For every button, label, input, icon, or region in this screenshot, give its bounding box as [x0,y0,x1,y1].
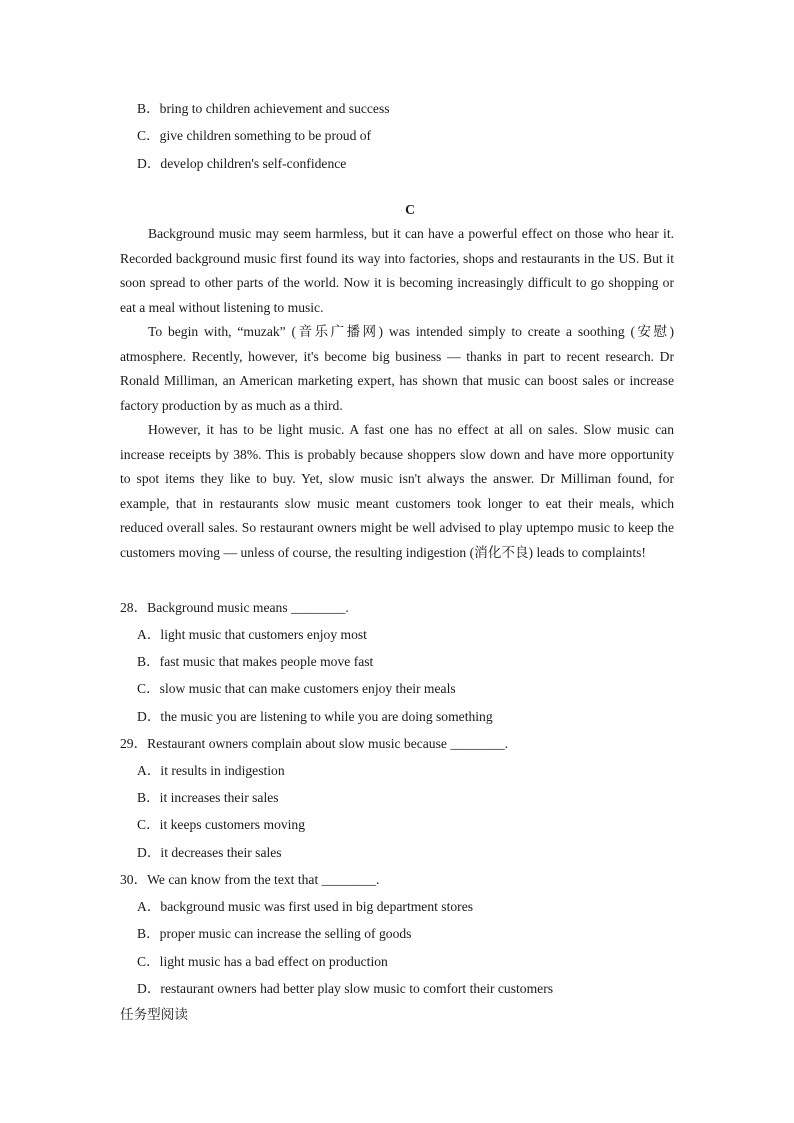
question-29-option-d: D．it decreases their sales [137,845,282,860]
question-29-stem: 29．Restaurant owners complain about slow music because ________. [120,736,509,751]
question-28-option-c: C．slow music that can make customers enjoy their meals [137,681,456,696]
question-29-option-b: B．it increases their sales [137,790,279,805]
question-28-option-b: B．fast music that makes people move fast [137,654,374,669]
question-30-option-b: B．proper music can increase the selling of goods [137,926,412,941]
question-30-option-d: D．restaurant owners had better play slow music to comfort their customers [137,981,554,996]
question-29-option-c: C．it keeps customers moving [137,817,306,832]
option-prev-d: D．develop children's self-confidence [137,156,347,171]
question-28-option-a: A．light music that customers enjoy most [137,627,367,642]
passage-paragraph-2: To begin with, “muzak” (音乐广播网) was intended simply to create a soothing (安慰) atmosphere. Recently, however, it's become big business — thanks in part to recent research. Dr Ronald Milliman, an American marketing expert, has shown that music can boost sales or increase factory production by as much as a third. [120,324,674,413]
question-30-stem: 30．We can know from the text that ________. [120,872,380,887]
question-30-option-c: C．light music has a bad effect on production [137,954,388,969]
question-28-option-d: D．the music you are listening to while you are doing something [137,709,493,724]
passage-heading: C [405,202,415,217]
question-28-stem: 28．Background music means ________. [120,600,349,615]
passage-paragraph-1: Background music may seem harmless, but it can have a powerful effect on those who hear it. Recorded background music first found its way into factories, shops and restaurants in the US. But it soon spread to other parts of the world. Now it is becoming increasingly difficult to go shopping or eat a meal without listening to music. [120,226,674,315]
option-prev-c: C．give children something to be proud of [137,128,372,143]
question-30-option-a: A．background music was first used in big department stores [137,899,474,914]
next-section-title: 任务型阅读 [120,1007,188,1023]
question-29-option-a: A．it results in indigestion [137,763,285,778]
option-prev-b: B．bring to children achievement and success [137,101,390,116]
passage-paragraph-3: However, it has to be light music. A fast one has no effect at all on sales. Slow music can increase receipts by 38%. This is probably because shoppers slow down and have more opportunity to spot items they like to buy. Yet, slow music isn't always the answer. Dr Milliman found, for example, that in restaurants slow music meant customers took longer to eat their meals, which reduced overall sales. So restaurant owners might be well advised to play uptempo music to keep the customers moving — unless of course, the resulting indigestion (消化不良) leads to complaints! [120,422,674,560]
